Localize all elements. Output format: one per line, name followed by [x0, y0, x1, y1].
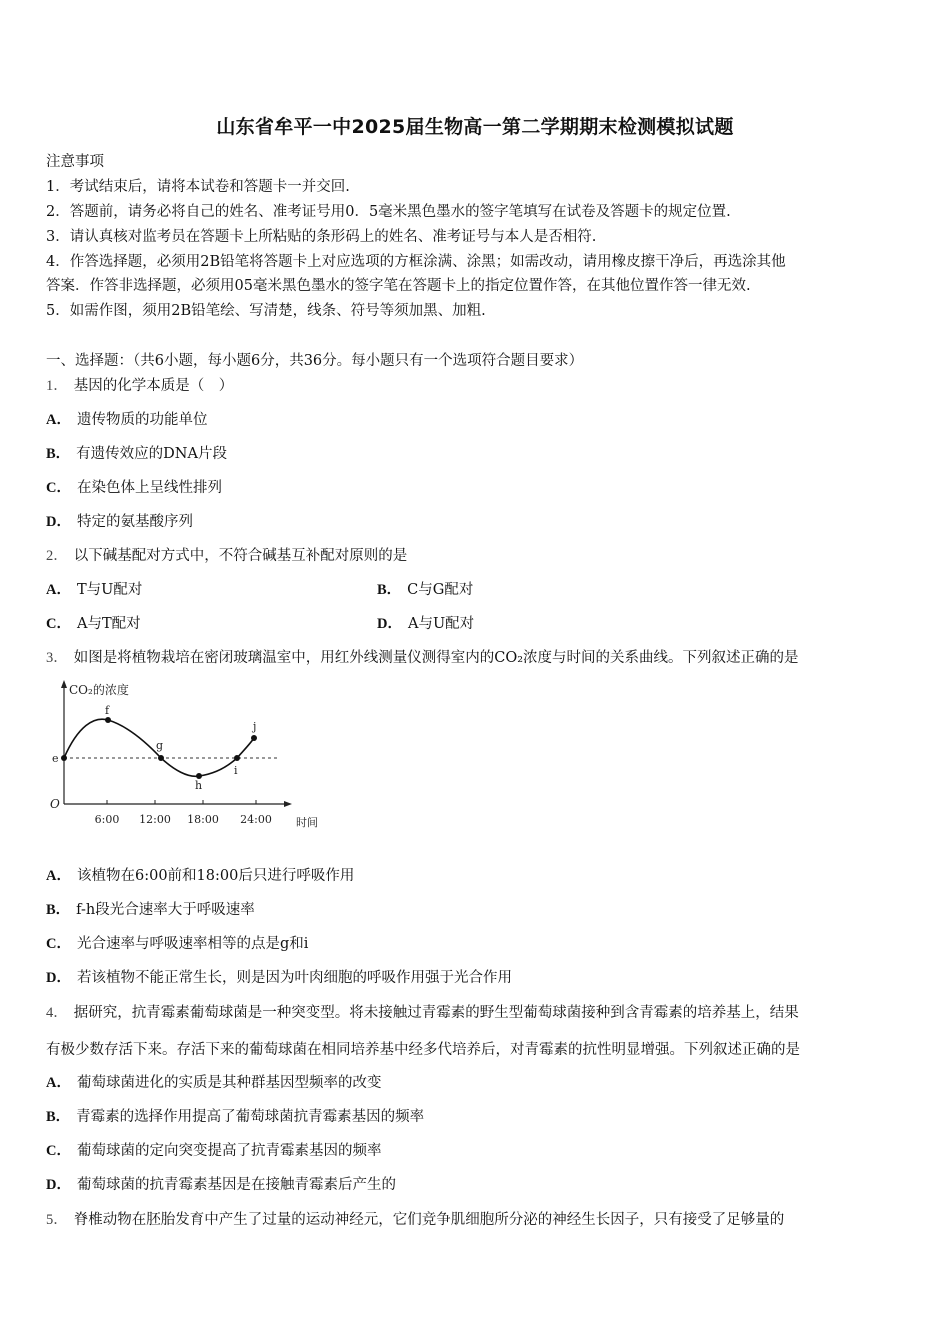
- point-e: [61, 755, 67, 761]
- option-text: 葡萄球菌的抗青霉素基因是在接触青霉素后产生的: [76, 1177, 396, 1193]
- option-label: C．: [46, 480, 71, 496]
- point-h-label: h: [195, 779, 203, 792]
- option-text: A与T配对: [76, 616, 141, 632]
- question-number: 4．: [46, 1005, 68, 1021]
- point-j: [251, 735, 257, 741]
- notice-item-1: 1．考试结束后，请将本试卷和答题卡一并交回.: [46, 179, 350, 195]
- q1-option-b[interactable]: [46, 444, 916, 464]
- question-4-cont: 有极少数存活下来。存活下来的葡萄球菌在相同培养基中经多代培养后，对青霉素的抗性明显增强。下列叙述正确的是: [46, 1042, 800, 1058]
- q2-options-row-2: [46, 614, 916, 634]
- option-text: 该植物在6:00前和18:00后只进行呼吸作用: [76, 868, 355, 884]
- option-text: 特定的氨基酸序列: [76, 514, 193, 530]
- option-label: C．: [46, 616, 71, 632]
- question-2: [46, 546, 916, 566]
- q1-option-c[interactable]: [46, 478, 916, 498]
- q2-option-a[interactable]: [46, 582, 142, 598]
- option-label: B．: [46, 446, 71, 462]
- point-j-label: j: [253, 720, 257, 733]
- q2-options-row-1: [46, 580, 916, 600]
- point-g-label: g: [156, 739, 164, 752]
- x-axis-arrow: [284, 801, 292, 807]
- y-axis-label: CO₂的浓度: [69, 683, 129, 697]
- option-text: 葡萄球菌的定向突变提高了抗青霉素基因的频率: [76, 1143, 382, 1159]
- question-number: 3．: [46, 650, 68, 666]
- tick-label-6: 6:00: [94, 813, 120, 826]
- notice-item-5: 5．如需作图，须用2B铅笔绘、写清楚，线条、符号等须加黑、加粗.: [46, 303, 486, 319]
- option-label: C．: [46, 936, 71, 952]
- option-label: A．: [46, 412, 71, 428]
- option-text: T与U配对: [76, 582, 143, 598]
- option-label: D．: [377, 616, 402, 632]
- tick-label-24: 24:00: [240, 813, 272, 826]
- notice-item-4-cont: 答案．作答非选择题，必须用05毫米黑色墨水的签字笔在答题卡上的指定位置作答，在其他位置作答一律无效.: [46, 278, 751, 294]
- option-label: B．: [377, 582, 402, 598]
- option-label: A．: [46, 868, 71, 884]
- option-text: 有遗传效应的DNA片段: [76, 446, 227, 462]
- co2-concentration-graph: [46, 676, 336, 832]
- question-3: [46, 648, 916, 668]
- point-i: [234, 755, 240, 761]
- notice-item-2: 2．答题前，请务必将自己的姓名、准考证号用0．5毫米黑色墨水的签字笔填写在试卷及答题卡的规定位置.: [46, 204, 731, 220]
- question-5: [46, 1210, 916, 1230]
- question-1: [46, 376, 916, 396]
- x-axis-label: 时间: [296, 816, 318, 829]
- q3-option-c[interactable]: [46, 934, 916, 954]
- q3-option-d[interactable]: [46, 968, 916, 988]
- option-text: 青霉素的选择作用提高了葡萄球菌抗青霉素基因的频率: [76, 1109, 425, 1125]
- q1-option-a[interactable]: [46, 410, 916, 430]
- question-number: 5．: [46, 1212, 68, 1228]
- q2-option-d[interactable]: [377, 614, 474, 634]
- question-text: 如图是将植物栽培在密闭玻璃温室中，用红外线测量仪测得室内的CO₂浓度与时间的关系曲线。下列叙述正确的是: [73, 650, 799, 666]
- option-label: C．: [46, 1143, 71, 1159]
- notice-item-4: 4．作答选择题，必须用2B铅笔将答题卡上对应选项的方框涂满、涂黑；如需改动，请用橡皮擦干净后，再选涂其他: [46, 254, 786, 270]
- q1-option-d[interactable]: [46, 512, 916, 532]
- section-heading: 一、选择题：（共6小题，每小题6分，共36分。每小题只有一个选项符合题目要求）: [46, 353, 584, 369]
- option-label: B．: [46, 902, 71, 918]
- q2-option-c[interactable]: [46, 616, 141, 632]
- option-text: f-h段光合速率大于呼吸速率: [76, 902, 255, 918]
- q4-option-d[interactable]: [46, 1175, 916, 1195]
- question-text: 基因的化学本质是（ ）: [73, 378, 234, 394]
- point-i-label: i: [234, 764, 238, 777]
- page-title: 山东省牟平一中2025届生物高一第二学期期末检测模拟试题: [216, 116, 734, 138]
- question-number: 1．: [46, 378, 68, 394]
- question-text: 脊椎动物在胚胎发育中产生了过量的运动神经元，它们竞争肌细胞所分泌的神经生长因子，只有接受了足够量的: [73, 1212, 785, 1228]
- option-label: D．: [46, 514, 71, 530]
- q4-option-b[interactable]: [46, 1107, 916, 1127]
- q3-option-b[interactable]: [46, 900, 916, 920]
- option-text: C与G配对: [407, 582, 474, 598]
- q3-option-a[interactable]: [46, 866, 916, 886]
- notice-heading: 注意事项: [46, 154, 104, 170]
- origin-label: O: [50, 797, 60, 811]
- point-e-label: e: [52, 752, 59, 765]
- question-4: [46, 1003, 916, 1023]
- option-text: 葡萄球菌进化的实质是其种群基因型频率的改变: [76, 1075, 382, 1091]
- question-text: 以下碱基配对方式中，不符合碱基互补配对原则的是: [73, 548, 408, 564]
- question-text: 据研究，抗青霉素葡萄球菌是一种突变型。将未接触过青霉素的野生型葡萄球菌接种到含青霉素的培养基上，结果: [73, 1005, 799, 1021]
- q4-option-c[interactable]: [46, 1141, 916, 1161]
- y-axis-arrow: [61, 680, 67, 688]
- question-number: 2．: [46, 548, 68, 564]
- option-text: A与U配对: [407, 616, 475, 632]
- q4-option-a[interactable]: [46, 1073, 916, 1093]
- point-g: [158, 755, 164, 761]
- option-text: 遗传物质的功能单位: [76, 412, 208, 428]
- point-f-label: f: [105, 704, 110, 717]
- option-label: D．: [46, 1177, 71, 1193]
- option-label: A．: [46, 582, 71, 598]
- option-label: A．: [46, 1075, 71, 1091]
- option-text: 若该植物不能正常生长，则是因为叶肉细胞的呼吸作用强于光合作用: [76, 970, 512, 986]
- q2-option-b[interactable]: [377, 580, 473, 600]
- tick-label-12: 12:00: [139, 813, 171, 826]
- tick-label-18: 18:00: [187, 813, 219, 826]
- option-label: B．: [46, 1109, 71, 1125]
- option-text: 在染色体上呈线性排列: [76, 480, 222, 496]
- point-f: [105, 717, 111, 723]
- option-label: D．: [46, 970, 71, 986]
- notice-item-3: 3．请认真核对监考员在答题卡上所粘贴的条形码上的姓名、准考证号与本人是否相符.: [46, 229, 597, 245]
- option-text: 光合速率与呼吸速率相等的点是g和i: [76, 936, 309, 952]
